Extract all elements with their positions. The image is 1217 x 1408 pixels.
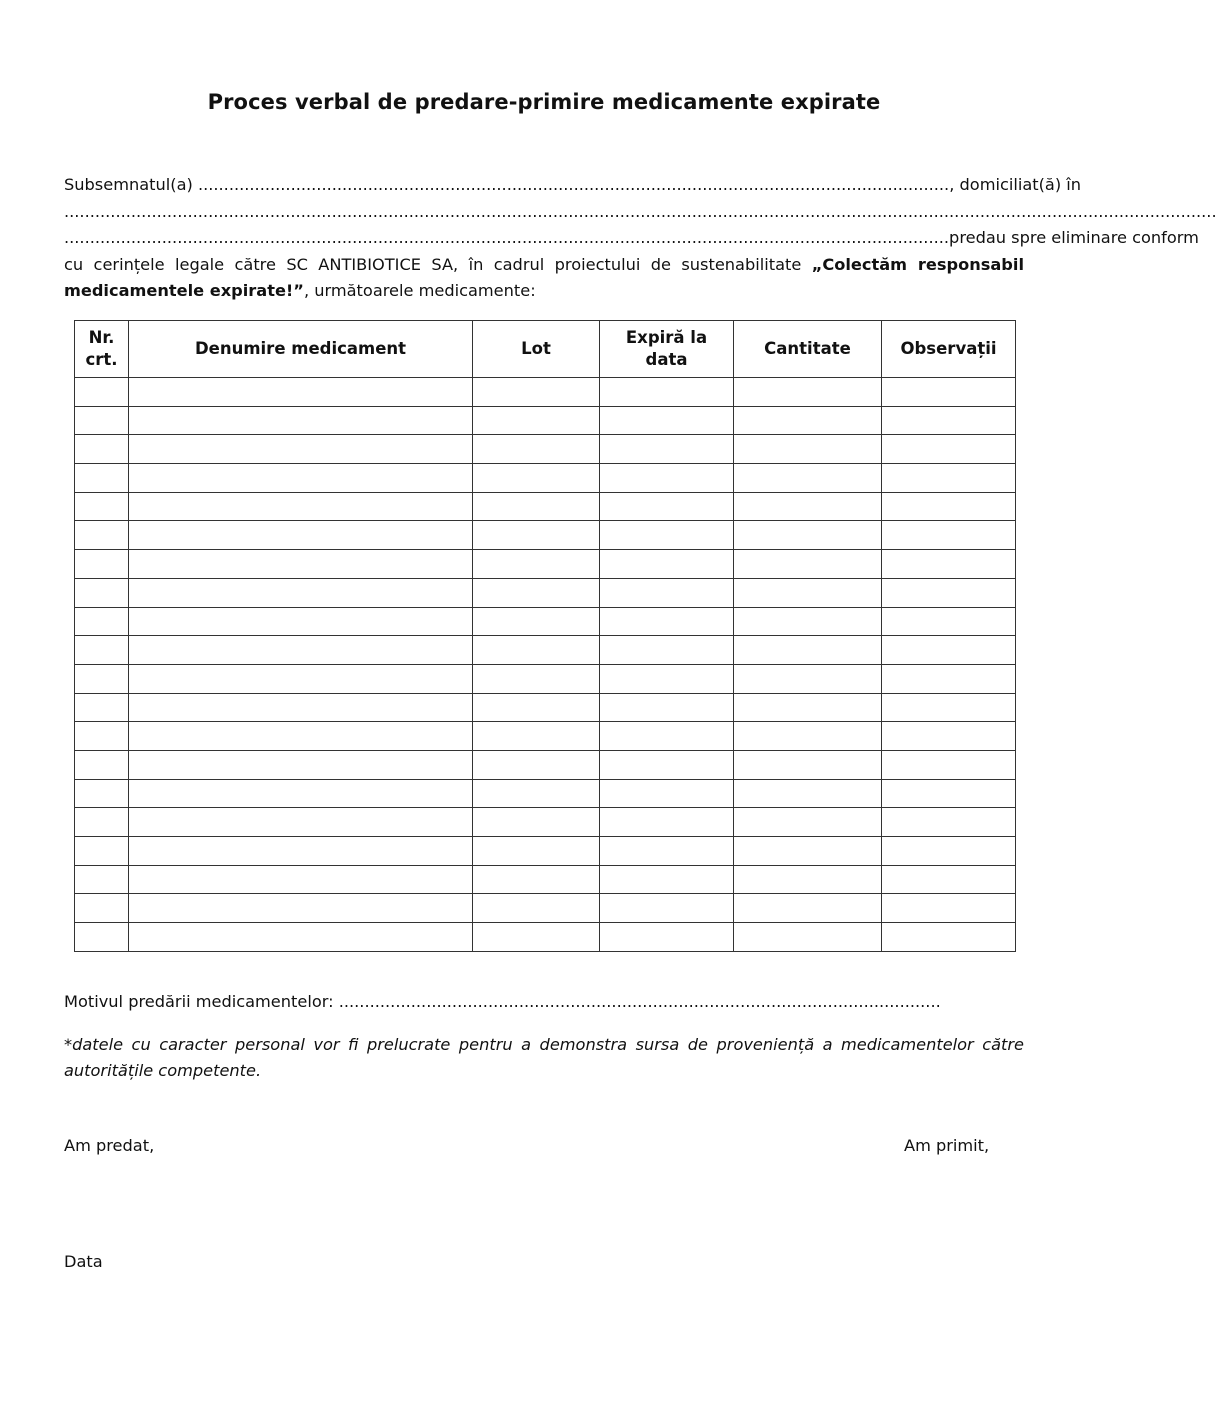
table-cell[interactable] bbox=[473, 664, 600, 693]
table-cell[interactable] bbox=[473, 578, 600, 607]
table-cell[interactable] bbox=[882, 578, 1016, 607]
table-cell[interactable] bbox=[75, 406, 129, 435]
table-row bbox=[75, 550, 1016, 579]
table-cell[interactable] bbox=[129, 578, 473, 607]
table-cell[interactable] bbox=[473, 693, 600, 722]
table-cell[interactable] bbox=[75, 750, 129, 779]
table-cell[interactable] bbox=[129, 865, 473, 894]
table-cell[interactable] bbox=[734, 664, 882, 693]
table-cell[interactable] bbox=[473, 722, 600, 751]
table-cell[interactable] bbox=[882, 693, 1016, 722]
table-cell[interactable] bbox=[600, 779, 734, 808]
campaign-name-start: „Colectăm responsabil bbox=[811, 254, 1024, 274]
table-cell[interactable] bbox=[129, 808, 473, 837]
table-cell[interactable] bbox=[473, 464, 600, 493]
header-cantitate: Cantitate bbox=[734, 321, 882, 378]
header-observatii: Observații bbox=[882, 321, 1016, 378]
table-cell[interactable] bbox=[734, 750, 882, 779]
table-cell[interactable] bbox=[75, 636, 129, 665]
table-cell[interactable] bbox=[882, 808, 1016, 837]
table-cell[interactable] bbox=[75, 521, 129, 550]
table-row bbox=[75, 894, 1016, 923]
table-cell[interactable] bbox=[882, 378, 1016, 407]
table-cell[interactable] bbox=[600, 808, 734, 837]
table-cell[interactable] bbox=[734, 779, 882, 808]
table-cell[interactable] bbox=[600, 578, 734, 607]
table-row bbox=[75, 750, 1016, 779]
table-cell[interactable] bbox=[129, 837, 473, 866]
table-cell[interactable] bbox=[600, 464, 734, 493]
table-cell[interactable] bbox=[473, 923, 600, 952]
table-cell[interactable] bbox=[129, 894, 473, 923]
table-cell[interactable] bbox=[129, 464, 473, 493]
campaign-name-end: medicamentele expirate!” bbox=[64, 281, 304, 300]
am-primit-label: Am primit, bbox=[904, 1136, 990, 1155]
table-cell[interactable] bbox=[75, 464, 129, 493]
table-cell[interactable] bbox=[129, 722, 473, 751]
intro-paragraph bbox=[64, 172, 1217, 305]
table-cell[interactable] bbox=[75, 923, 129, 952]
table-cell[interactable] bbox=[473, 808, 600, 837]
table-cell[interactable] bbox=[734, 492, 882, 521]
table-cell[interactable] bbox=[600, 378, 734, 407]
table-cell[interactable] bbox=[473, 607, 600, 636]
table-cell[interactable] bbox=[75, 693, 129, 722]
table-cell[interactable] bbox=[129, 550, 473, 579]
table-header-row bbox=[75, 321, 1016, 378]
table-cell[interactable] bbox=[75, 837, 129, 866]
header-nr-crt: Nr. crt. bbox=[75, 321, 129, 378]
table-cell[interactable] bbox=[882, 464, 1016, 493]
table-cell[interactable] bbox=[129, 607, 473, 636]
subsemnatul-label: Subsemnatul(a) bbox=[64, 175, 193, 194]
table-cell[interactable] bbox=[75, 378, 129, 407]
table-cell[interactable] bbox=[882, 607, 1016, 636]
table-cell[interactable] bbox=[75, 492, 129, 521]
table-row bbox=[75, 779, 1016, 808]
table-cell[interactable] bbox=[129, 664, 473, 693]
table-cell[interactable] bbox=[600, 492, 734, 521]
table-cell[interactable] bbox=[734, 607, 882, 636]
table-cell[interactable] bbox=[882, 779, 1016, 808]
table-row bbox=[75, 435, 1016, 464]
table-cell[interactable] bbox=[734, 406, 882, 435]
table-cell[interactable] bbox=[734, 722, 882, 751]
table-cell[interactable] bbox=[882, 406, 1016, 435]
table-cell[interactable] bbox=[734, 521, 882, 550]
table-cell[interactable] bbox=[600, 894, 734, 923]
table-cell[interactable] bbox=[882, 923, 1016, 952]
address-blank-1[interactable]: ................................................................................................................................................................................................................................ bbox=[64, 201, 1217, 221]
intro-line-5 bbox=[64, 278, 1024, 305]
table-cell[interactable] bbox=[734, 378, 882, 407]
table-row bbox=[75, 693, 1016, 722]
header-denumire: Denumire medicament bbox=[129, 321, 473, 378]
table-cell[interactable] bbox=[75, 578, 129, 607]
table-cell[interactable] bbox=[473, 378, 600, 407]
date-label: Data bbox=[64, 1252, 103, 1271]
table-cell[interactable] bbox=[882, 894, 1016, 923]
table-cell[interactable] bbox=[129, 923, 473, 952]
table-row bbox=[75, 492, 1016, 521]
table-row bbox=[75, 578, 1016, 607]
table-cell[interactable] bbox=[600, 693, 734, 722]
table-cell[interactable] bbox=[600, 837, 734, 866]
table-row bbox=[75, 664, 1016, 693]
table-row bbox=[75, 378, 1016, 407]
intro-line-4 bbox=[64, 252, 1024, 279]
table-cell[interactable] bbox=[600, 406, 734, 435]
table-row bbox=[75, 722, 1016, 751]
table-cell[interactable] bbox=[129, 492, 473, 521]
table-cell[interactable] bbox=[75, 722, 129, 751]
table-row bbox=[75, 837, 1016, 866]
table-cell[interactable] bbox=[473, 550, 600, 579]
predau-label: predau spre eliminare conform bbox=[949, 228, 1199, 247]
table-cell[interactable] bbox=[734, 550, 882, 579]
table-cell[interactable] bbox=[600, 607, 734, 636]
table-cell[interactable] bbox=[75, 808, 129, 837]
table-cell[interactable] bbox=[473, 636, 600, 665]
table-cell[interactable] bbox=[129, 521, 473, 550]
table-cell[interactable] bbox=[473, 779, 600, 808]
domiciliat-label: , domiciliat(ă) în bbox=[949, 175, 1082, 194]
table-cell[interactable] bbox=[473, 837, 600, 866]
table-cell[interactable] bbox=[473, 435, 600, 464]
table-cell[interactable] bbox=[75, 550, 129, 579]
table-cell[interactable] bbox=[734, 808, 882, 837]
motiv-blank[interactable]: ..................................................................................................................... bbox=[338, 992, 941, 1011]
intro-line-1 bbox=[64, 172, 1082, 199]
am-predat-label: Am predat, bbox=[64, 1136, 155, 1155]
table-cell[interactable] bbox=[734, 464, 882, 493]
table-cell[interactable] bbox=[734, 636, 882, 665]
table-cell[interactable] bbox=[882, 435, 1016, 464]
intro-text: cu cerințele legale către SC ANTIBIOTICE SA, în cadrul proiectului de sustenabilitate bbox=[64, 254, 802, 274]
table-cell[interactable] bbox=[600, 664, 734, 693]
table-cell[interactable] bbox=[600, 521, 734, 550]
table-body bbox=[75, 378, 1016, 952]
table-cell[interactable] bbox=[734, 837, 882, 866]
table-row bbox=[75, 521, 1016, 550]
table-cell[interactable] bbox=[129, 779, 473, 808]
table-cell[interactable] bbox=[882, 550, 1016, 579]
table-cell[interactable] bbox=[473, 406, 600, 435]
table-cell[interactable] bbox=[473, 521, 600, 550]
table-cell[interactable] bbox=[600, 636, 734, 665]
table-row bbox=[75, 808, 1016, 837]
table-cell[interactable] bbox=[734, 894, 882, 923]
medicines-table bbox=[74, 320, 1016, 952]
table-cell[interactable] bbox=[734, 435, 882, 464]
table-cell[interactable] bbox=[882, 521, 1016, 550]
table-cell[interactable] bbox=[129, 693, 473, 722]
table-cell[interactable] bbox=[734, 923, 882, 952]
table-cell[interactable] bbox=[75, 607, 129, 636]
table-cell[interactable] bbox=[600, 750, 734, 779]
table-row bbox=[75, 923, 1016, 952]
table-cell[interactable] bbox=[75, 865, 129, 894]
name-blank[interactable]: .................................................................................................................................................. bbox=[192, 175, 950, 194]
intro-tail: , următoarele medicamente: bbox=[303, 281, 536, 300]
table-cell[interactable] bbox=[600, 435, 734, 464]
table-cell[interactable] bbox=[473, 750, 600, 779]
table-cell[interactable] bbox=[75, 779, 129, 808]
table-cell[interactable] bbox=[734, 865, 882, 894]
table-cell[interactable] bbox=[129, 750, 473, 779]
document-title: Proces verbal de predare-primire medicamente expirate bbox=[207, 90, 881, 114]
table-cell[interactable] bbox=[473, 894, 600, 923]
table-row bbox=[75, 636, 1016, 665]
table-cell[interactable] bbox=[734, 693, 882, 722]
table-cell[interactable] bbox=[75, 435, 129, 464]
table-row bbox=[75, 865, 1016, 894]
table-cell[interactable] bbox=[129, 378, 473, 407]
table-cell[interactable] bbox=[882, 865, 1016, 894]
table-row bbox=[75, 607, 1016, 636]
table-cell[interactable] bbox=[600, 865, 734, 894]
header-expira: Expiră la data bbox=[600, 321, 734, 378]
table-cell[interactable] bbox=[473, 492, 600, 521]
table-cell[interactable] bbox=[882, 636, 1016, 665]
table-cell[interactable] bbox=[882, 664, 1016, 693]
table-cell[interactable] bbox=[882, 492, 1016, 521]
table-cell[interactable] bbox=[129, 406, 473, 435]
intro-line-2 bbox=[64, 199, 1217, 226]
table-cell[interactable] bbox=[75, 664, 129, 693]
table-cell[interactable] bbox=[129, 636, 473, 665]
privacy-note: *datele cu caracter personal vor fi prelucrate pentru a demonstra sursa de proveniență a medicamentelor către autoritățile competente. bbox=[64, 1035, 1024, 1080]
table-cell[interactable] bbox=[129, 435, 473, 464]
table-cell[interactable] bbox=[600, 722, 734, 751]
header-lot: Lot bbox=[473, 321, 600, 378]
table-row bbox=[75, 464, 1016, 493]
table-cell[interactable] bbox=[75, 894, 129, 923]
address-blank-2[interactable]: ............................................................................................................................................................................ bbox=[64, 228, 950, 247]
table-cell[interactable] bbox=[882, 837, 1016, 866]
table-cell[interactable] bbox=[734, 578, 882, 607]
intro-line-3 bbox=[64, 225, 1199, 252]
table-row bbox=[75, 406, 1016, 435]
motiv-label: Motivul predării medicamentelor: bbox=[64, 992, 334, 1011]
table-cell[interactable] bbox=[473, 865, 600, 894]
table-cell[interactable] bbox=[600, 550, 734, 579]
table-cell[interactable] bbox=[600, 923, 734, 952]
table-cell[interactable] bbox=[882, 750, 1016, 779]
table-cell[interactable] bbox=[882, 722, 1016, 751]
motiv-line bbox=[64, 992, 1019, 1011]
